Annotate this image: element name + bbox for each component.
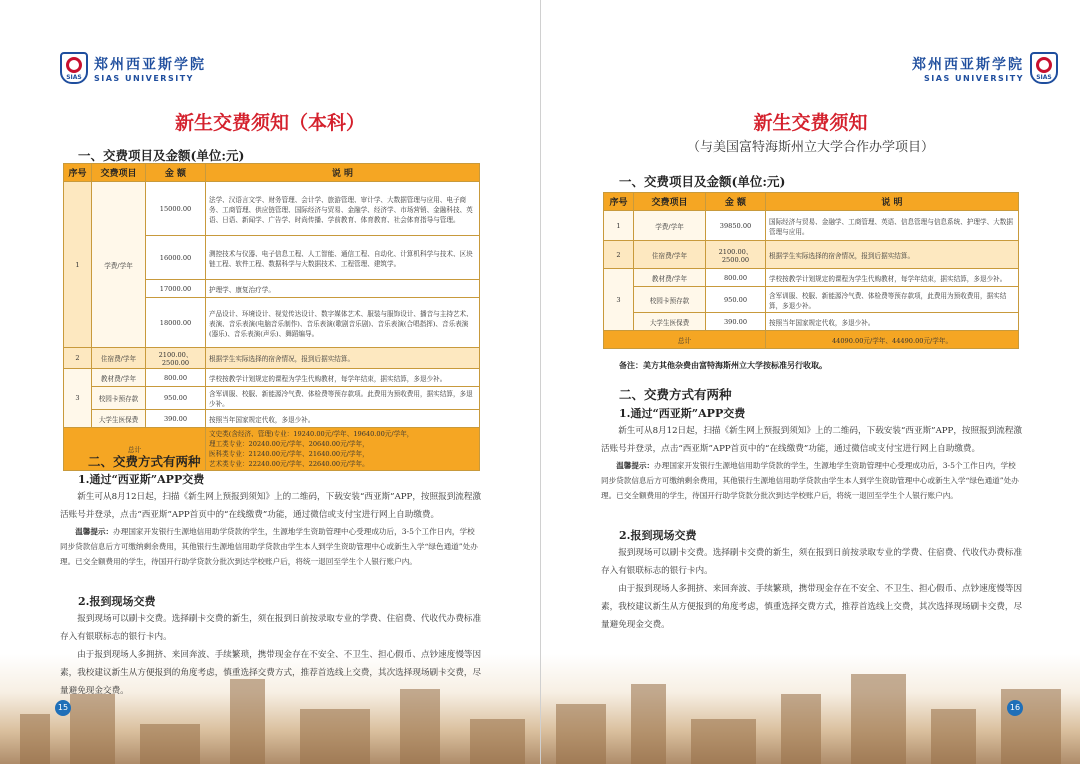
table-row: 1 学费/学年 15000.00 法学、汉语言文学、财务管理、会计学、旅游管理、审计学、大数据管理与应用、电子商务、工商管理、供应链管理、国际经济与贸易、金融学、经济学、市场营销、金融科技、英语、日语、新闻学、广告学、时尚传播、学前教育、体育教育、社会体育指导与管理。 [64, 182, 480, 236]
warm-tip: 温馨提示：办理国家开发银行生源地信用助学贷款的学生，生源地学生资助管理中心受理成功后，3-5个工作日内，学校同步贷款信息后方可缴纳剩余费用，其他银行生源地信用助学贷款由学生本人到学生资助管理中心或新生入学“绿色通道”处办理。已交全额费用的学生，待国开行助学贷款分批次到达学校账户后，将统一退回至学生个人银行账户内。 [60, 527, 478, 566]
page-subtitle: （与美国富特海斯州立大学合作办学项目） [686, 140, 934, 155]
subsection-onsite: 2.报到现场交费 [78, 595, 156, 608]
table-total-row: 总计 文史类(含经济、管理)专业：19240.00元/学年、19640.00元/学年， 理工类专业：20240.00元/学年、20640.00元/学年， 医科类专业：21240.00元/学年、21640.00元/学年， 艺术类专业：22240.00元/学年、22640.00元/学年。 [64, 428, 480, 471]
table-row: 校园卡预存款 950.00 含军训服、校服、新能源冷气费、体检费等预存款项，此费用为预收费用，据实结算，多退少补。 [604, 287, 1019, 313]
table-row: 16000.00 测控技术与仪器、电子信息工程、人工智能、通信工程、自动化、计算机科学与技术、区块链工程、软件工程、数据科学与大数据技术、工程管理、建筑学。 [64, 236, 480, 280]
school-logo [60, 52, 212, 84]
paragraph-onsite: 报到现场可以刷卡交费。选择刷卡交费的新生，须在报到日前按录取专业的学费、住宿费、代收代办费标准存入有银联标志的银行卡内。 [60, 614, 482, 642]
table-remark: 备注：美方其他杂费由富特海斯州立大学按标准另行收取。 [619, 360, 827, 370]
table-row: 17000.00 护理学、康复治疗学。 [64, 280, 480, 298]
right-page [540, 0, 1080, 764]
school-name-en: SIAS UNIVERSITY [924, 73, 1024, 83]
table-row: 大学生医保费 390.00 按照当年国家规定代收，多退少补。 [64, 410, 480, 428]
subsection-app: 1.通过“西亚斯”APP交费 [78, 473, 205, 486]
paragraph-cash: 由于报到现场人多拥挤、来回奔波、手续繁琐，携带现金存在不安全、不卫生、担心假币、点钞速度慢等因素，我校建议新生从方便报到的角度考虑，慎重选择交费方式，推荐首选线上交费，其次选择现场刷卡交费，尽量避免现金交费。 [60, 650, 482, 696]
warm-tip: 温馨提示：办理国家开发银行生源地信用助学贷款的学生，生源地学生资助管理中心受理成功后，3-5个工作日内，学校同步贷款信息后方可缴纳剩余费用，其他银行生源地信用助学贷款由学生本人到学生资助管理中心或新生入学“绿色通道”处办理。已交全额费用的学生，待国开行助学贷款分批次到达学校账户后，将统一退回至学生个人银行账户内。 [601, 461, 1019, 500]
school-name-cn: 郑州西亚斯学院 [912, 56, 1024, 73]
table-row: 3 教材费/学年 800.00 学校按教学计划规定的课程为学生代购教材，每学年结束，据实结算，多退少补。 [64, 369, 480, 387]
paragraph-app: 新生可从8月12日起，扫描《新生网上预报到须知》上的二维码，下载安装“西亚斯”APP，按照报到流程激活账号并登录，点击“西亚斯”APP首页中的“在线缴费”功能，通过微信或支付宝进行网上自助缴费。 [60, 492, 482, 520]
subsection-app: 1.通过“西亚斯”APP交费 [619, 407, 746, 420]
paragraph-cash: 由于报到现场人多拥挤、来回奔波、手续繁琐，携带现金存在不安全、不卫生、担心假币、点钞速度慢等因素，我校建议新生从方便报到的角度考虑，慎重选择交费方式，推荐首选线上交费，其次选择现场刷卡交费，尽量避免现金交费。 [601, 584, 1023, 630]
fee-table [603, 192, 1019, 349]
subsection-onsite: 2.报到现场交费 [619, 529, 697, 542]
table-row: 1 学费/学年 39850.00 国际经济与贸易、金融学、工商管理、英语、信息管理与信息系统、护理学、大数据管理与应用。 [604, 211, 1019, 241]
city-skyline-background [541, 654, 1080, 764]
table-row: 2 住宿费/学年 2100.00、2500.00 根据学生实际选择的宿舍情况，报到后据实结算。 [604, 241, 1019, 269]
table-row: 大学生医保费 390.00 按照当年国家规定代收，多退少补。 [604, 313, 1019, 331]
paragraph-app: 新生可从8月12日起，扫描《新生网上预报到须知》上的二维码，下载安装“西亚斯”APP，按照报到流程激活账号并登录，点击“西亚斯”APP首页中的“在线缴费”功能，通过微信或支付宝进行网上自助缴费。 [601, 426, 1023, 454]
fee-table [63, 163, 480, 471]
school-logo [906, 52, 1058, 84]
table-total-row: 总计 44090.00元/学年、44490.00元/学年。 [604, 331, 1019, 349]
section-heading-payment: 二、交费方式有两种 [88, 454, 201, 469]
table-header-row: 序号 交费项目 金 额 说 明 [604, 193, 1019, 211]
page-number: 16 [1007, 700, 1023, 716]
table-row: 校园卡预存款 950.00 含军训服、校服、新能源冷气费、体检费等预存款项。此费用为预收费用，据实结算，多退少补。 [64, 387, 480, 410]
page-number: 15 [55, 700, 71, 716]
school-name-cn: 郑州西亚斯学院 [94, 56, 206, 73]
school-seal-icon: SIAS [60, 52, 88, 84]
section-heading-payment: 二、交费方式有两种 [619, 387, 732, 402]
paragraph-onsite: 报到现场可以刷卡交费。选择刷卡交费的新生，须在报到日前按录取专业的学费、住宿费、代收代办费标准存入有银联标志的银行卡内。 [601, 548, 1023, 576]
table-row: 3 教材费/学年 800.00 学校按教学计划规定的课程为学生代购教材，每学年结束，据实结算，多退少补。 [604, 269, 1019, 287]
table-row: 2 住宿费/学年 2100.00、2500.00 根据学生实际选择的宿舍情况，报到后据实结算。 [64, 348, 480, 369]
section-heading-fees: 一、交费项目及金额(单位:元) [619, 174, 786, 189]
page-title: 新生交费须知 [753, 112, 868, 134]
table-header-row: 序号 交费项目 金 额 说 明 [64, 164, 480, 182]
page-title: 新生交费须知（本科） [174, 112, 365, 134]
school-name-en: SIAS UNIVERSITY [94, 73, 194, 83]
table-row: 18000.00 产品设计、环境设计、视觉传达设计、数字媒体艺术、服装与服饰设计、播音与主持艺术、表演、音乐表演(电脑音乐制作)、音乐表演(歌剧音乐剧)、音乐表演(合唱指挥)、音乐表演(器乐)、音乐表演(声乐)、舞蹈编导。 [64, 298, 480, 348]
school-seal-icon: SIAS [1030, 52, 1058, 84]
section-heading-fees: 一、交费项目及金额(单位:元) [78, 148, 245, 163]
